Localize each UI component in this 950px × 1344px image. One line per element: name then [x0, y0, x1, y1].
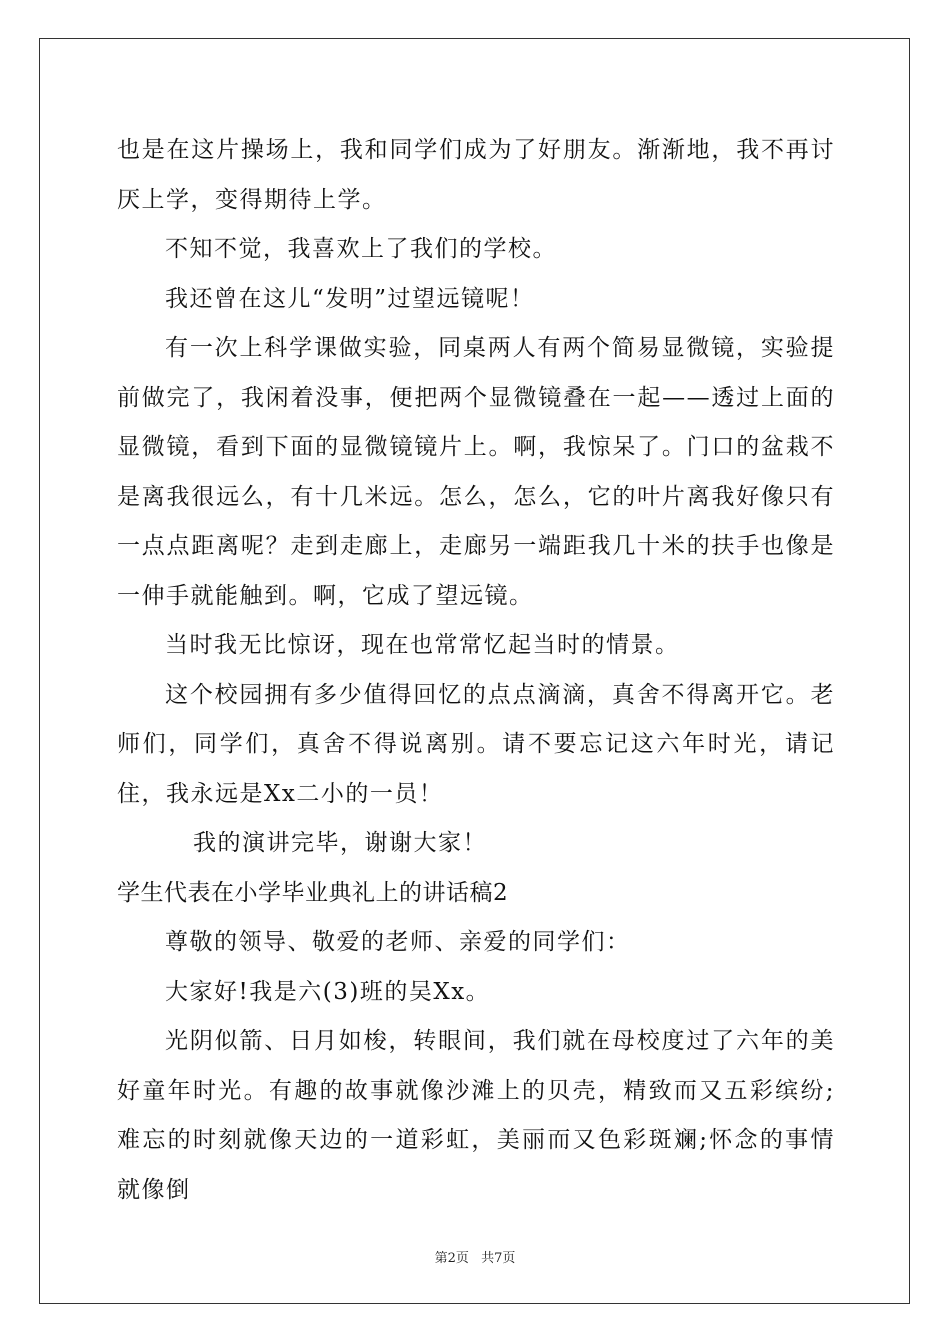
paragraph-farewell: 这个校园拥有多少值得回忆的点点滴滴，真舍不得离开它。老师们，同学们，真舍不得说离别。请不要忘记这六年时光，请记住，我永远是Xx二小的一员！ — [117, 681, 835, 807]
paragraph-playground-friends: 也是在这片操场上，我和同学们成为了好朋友。渐渐地，我不再讨厌上学，变得期待上学。 — [117, 137, 835, 213]
page-number: 第2页 — [434, 1251, 469, 1266]
paragraph-surprised: 当时我无比惊讶，现在也常常忆起当时的情景。 — [165, 632, 680, 658]
document-body — [117, 126, 835, 1215]
paragraph-self-intro: 大家好!我是六(3)班的吴Xx。 — [165, 978, 491, 1005]
paragraph-time-flies: 光阴似箭、日月如梭，转眼间，我们就在母校度过了六年的美好童年时光。有趣的故事就像沙滩上的贝壳，精致而又五彩缤纷;难忘的时刻就像天边的一道彩虹，美丽而又色彩斑斓;怀念的事情就像倒 — [117, 1028, 835, 1203]
section-heading: 学生代表在小学毕业典礼上的讲话稿2 — [117, 879, 509, 906]
paragraph-greeting: 尊敬的领导、敬爱的老师、亲爱的同学们： — [165, 929, 631, 955]
page-footer — [0, 1247, 950, 1266]
page-total: 共7页 — [481, 1251, 516, 1266]
paragraph-invented-telescope: 我还曾在这儿“发明”过望远镜呢！ — [165, 285, 535, 312]
paragraph-science-class: 有一次上科学课做实验，同桌两人有两个简易显微镜，实验提前做完了，我闲着没事，便把两个显微镜叠在一起——透过上面的显微镜，看到下面的显微镜镜片上。啊，我惊呆了。门口的盆栽不是离我很远么，有十几米远。怎么，怎么，它的叶片离我好像只有一点点距离呢？走到走廊上，走廊另一端距我几十米的扶手也像是一伸手就能触到。啊，它成了望远镜。 — [117, 335, 835, 609]
paragraph-speech-end: 我的演讲完毕，谢谢大家！ — [193, 830, 487, 856]
paragraph-like-school: 不知不觉，我喜欢上了我们的学校。 — [165, 236, 557, 262]
